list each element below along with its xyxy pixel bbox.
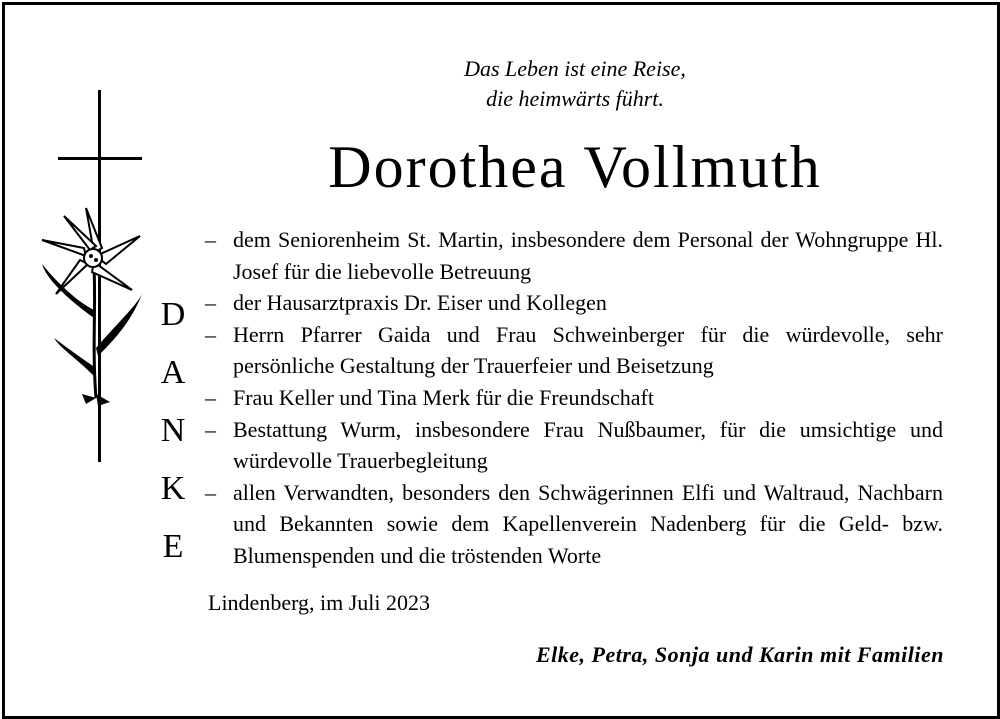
list-item: – Herrn Pfarrer Gaida und Frau Schweinberger für die würdevolle, sehr persönliche Gestaltung der Trauerfeier und Beisetzung (205, 321, 943, 379)
list-item: – Frau Keller und Tina Merk für die Freundschaft (205, 384, 654, 410)
danke-letter: K (160, 470, 186, 507)
motto-line-1: Das Leben ist eine Reise, (464, 56, 686, 81)
place-date: Lindenberg, im Juli 2023 (208, 590, 431, 615)
danke-letter: E (162, 528, 184, 565)
thanks-list (205, 224, 943, 572)
signature: Elke, Petra, Sonja und Karin mit Familien (535, 642, 944, 667)
list-item: – dem Seniorenheim St. Martin, insbesondere dem Personal der Wohngruppe Hl. Josef für die liebevolle Betreuung (205, 227, 943, 284)
danke-letter: D (160, 296, 186, 333)
edelweiss-icon (36, 198, 146, 416)
list-item: – Bestattung Wurm, insbesondere Frau Nußbaumer, für die umsichtige und würdevolle Trauerbegleitung (205, 416, 943, 474)
motto (0, 54, 1000, 114)
deceased-name: Dorothea Vollmuth (328, 134, 822, 200)
motto-line-2: die heimwärts führt. (486, 86, 664, 111)
list-item: – allen Verwandten, besonders den Schwägerinnen Elfi und Waltraud, Nachbarn und Bekannten sowie dem Kapellenverein Nadenberg für die Geld- bzw. Blumenspenden und die tröstenden Worte (205, 479, 943, 568)
list-item: – der Hausarztpraxis Dr. Eiser und Kollegen (205, 290, 607, 316)
danke-letter: A (160, 354, 186, 391)
danke-letter: N (160, 412, 186, 449)
danke-vertical (152, 298, 194, 588)
